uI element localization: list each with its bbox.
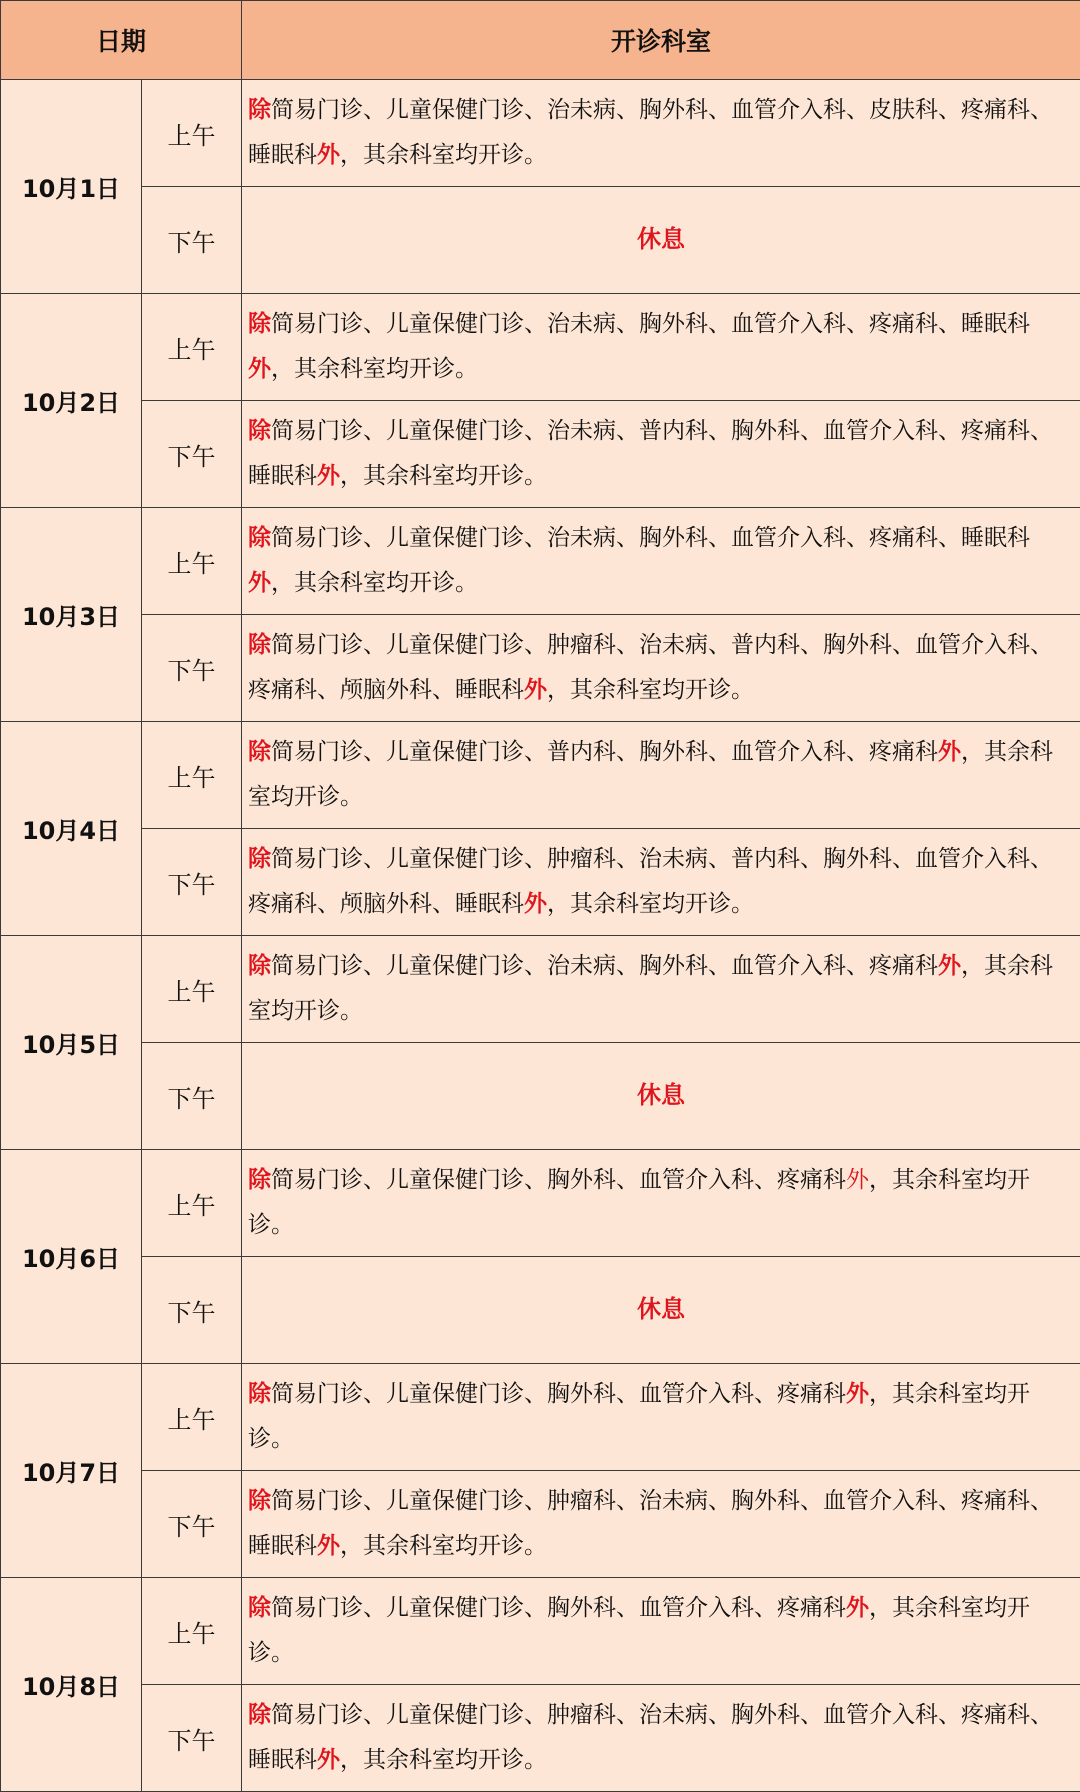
closed-dept-list: 简易门诊、儿童保健门诊、肿瘤科、治未病、胸外科、血管介入科、疼痛科、睡眠科	[248, 1702, 1053, 1773]
period-morning: 上午	[142, 1578, 242, 1685]
except-suffix: 外	[938, 739, 961, 765]
except-prefix: 除	[248, 525, 271, 551]
except-prefix: 除	[248, 1488, 271, 1514]
period-afternoon: 下午	[142, 187, 242, 294]
period-afternoon: 下午	[142, 1685, 242, 1792]
except-prefix: 除	[248, 632, 271, 658]
open-note: ，其余科室均开诊。	[248, 739, 1053, 810]
except-suffix: 外	[248, 356, 271, 382]
dept-cell	[242, 722, 1080, 829]
open-note: ，其余科室均开诊。	[248, 953, 1053, 1024]
table-row	[1, 722, 1080, 829]
period-afternoon: 下午	[142, 401, 242, 508]
date-cell: 10月5日	[1, 936, 142, 1150]
except-prefix: 除	[248, 97, 271, 123]
except-suffix: 外	[846, 1595, 869, 1621]
except-suffix: 外	[317, 1533, 340, 1559]
date-cell: 10月6日	[1, 1150, 142, 1364]
period-afternoon: 下午	[142, 1043, 242, 1150]
closed-dept-list: 简易门诊、儿童保健门诊、治未病、胸外科、血管介入科、皮肤科、疼痛科、睡眠科	[248, 97, 1053, 168]
open-note: ，其余科室均开诊。	[340, 1533, 547, 1559]
except-suffix: 外	[317, 142, 340, 168]
except-prefix: 除	[248, 1595, 271, 1621]
period-morning: 上午	[142, 294, 242, 401]
rest-label: 休息	[637, 225, 685, 253]
dept-cell	[242, 1364, 1080, 1471]
period-morning: 上午	[142, 80, 242, 187]
except-suffix: 外	[524, 677, 547, 703]
except-suffix: 外	[248, 570, 271, 596]
dept-cell	[242, 615, 1080, 722]
except-prefix: 除	[248, 1702, 271, 1728]
open-note: ，其余科室均开诊。	[547, 677, 754, 703]
rest-cell	[242, 1257, 1080, 1364]
dept-cell	[242, 508, 1080, 615]
open-note: ，其余科室均开诊。	[248, 1381, 1030, 1452]
date-cell: 10月3日	[1, 508, 142, 722]
except-prefix: 除	[248, 846, 271, 872]
except-prefix: 除	[248, 953, 271, 979]
date-cell: 10月4日	[1, 722, 142, 936]
table-row	[1, 1364, 1080, 1471]
dept-cell	[242, 401, 1080, 508]
except-prefix: 除	[248, 311, 271, 337]
closed-dept-list: 简易门诊、儿童保健门诊、治未病、普内科、胸外科、血管介入科、疼痛科、睡眠科	[248, 418, 1053, 489]
table-row	[1, 294, 1080, 401]
open-note: ，其余科室均开诊。	[248, 1167, 1030, 1238]
open-note: ，其余科室均开诊。	[340, 142, 547, 168]
open-note: ，其余科室均开诊。	[271, 356, 478, 382]
dept-header: 开诊科室	[242, 1, 1080, 80]
except-prefix: 除	[248, 1381, 271, 1407]
closed-dept-list: 简易门诊、儿童保健门诊、治未病、胸外科、血管介入科、疼痛科	[271, 953, 938, 979]
dept-cell	[242, 829, 1080, 936]
schedule-body	[1, 80, 1080, 1792]
table-row	[1, 615, 1080, 722]
except-suffix: 外	[317, 1747, 340, 1773]
period-morning: 上午	[142, 722, 242, 829]
closed-dept-list: 简易门诊、儿童保健门诊、治未病、胸外科、血管介入科、疼痛科、睡眠科	[271, 525, 1030, 551]
except-prefix: 除	[248, 1167, 271, 1193]
date-cell: 10月7日	[1, 1364, 142, 1578]
open-note: ，其余科室均开诊。	[248, 1595, 1030, 1666]
except-suffix: 外	[846, 1381, 869, 1407]
table-row	[1, 1685, 1080, 1792]
closed-dept-list: 简易门诊、儿童保健门诊、胸外科、血管介入科、疼痛科	[271, 1167, 846, 1193]
table-row	[1, 1578, 1080, 1685]
table-row	[1, 80, 1080, 187]
dept-cell	[242, 1578, 1080, 1685]
table-row	[1, 1257, 1080, 1364]
table-row	[1, 508, 1080, 615]
period-afternoon: 下午	[142, 1471, 242, 1578]
except-suffix: 外	[938, 953, 961, 979]
date-cell: 10月1日	[1, 80, 142, 294]
table-row	[1, 829, 1080, 936]
closed-dept-list: 简易门诊、儿童保健门诊、胸外科、血管介入科、疼痛科	[271, 1595, 846, 1621]
table-row	[1, 1043, 1080, 1150]
table-row	[1, 1150, 1080, 1257]
closed-dept-list: 简易门诊、儿童保健门诊、肿瘤科、治未病、普内科、胸外科、血管介入科、疼痛科、颅脑外科、睡眠科	[248, 846, 1053, 917]
dept-cell	[242, 80, 1080, 187]
rest-cell	[242, 1043, 1080, 1150]
open-note: ，其余科室均开诊。	[340, 463, 547, 489]
period-morning: 上午	[142, 936, 242, 1043]
period-morning: 上午	[142, 508, 242, 615]
table-row	[1, 936, 1080, 1043]
table-row	[1, 401, 1080, 508]
open-note: ，其余科室均开诊。	[271, 570, 478, 596]
open-note: ，其余科室均开诊。	[340, 1747, 547, 1773]
closed-dept-list: 简易门诊、儿童保健门诊、肿瘤科、治未病、普内科、胸外科、血管介入科、疼痛科、颅脑外科、睡眠科	[248, 632, 1053, 703]
period-morning: 上午	[142, 1150, 242, 1257]
except-prefix: 除	[248, 418, 271, 444]
rest-label: 休息	[637, 1081, 685, 1109]
closed-dept-list: 简易门诊、儿童保健门诊、肿瘤科、治未病、胸外科、血管介入科、疼痛科、睡眠科	[248, 1488, 1053, 1559]
dept-cell	[242, 1685, 1080, 1792]
open-note: ，其余科室均开诊。	[547, 891, 754, 917]
table-row	[1, 187, 1080, 294]
except-suffix: 外	[317, 463, 340, 489]
dept-cell	[242, 1150, 1080, 1257]
date-header: 日期	[1, 1, 242, 80]
period-morning: 上午	[142, 1364, 242, 1471]
period-afternoon: 下午	[142, 1257, 242, 1364]
header-row	[1, 1, 1080, 80]
dept-cell	[242, 1471, 1080, 1578]
table-row	[1, 1471, 1080, 1578]
closed-dept-list: 简易门诊、儿童保健门诊、治未病、胸外科、血管介入科、疼痛科、睡眠科	[271, 311, 1030, 337]
date-cell: 10月2日	[1, 294, 142, 508]
period-afternoon: 下午	[142, 615, 242, 722]
except-prefix: 除	[248, 739, 271, 765]
rest-label: 休息	[637, 1295, 685, 1323]
except-suffix: 外	[846, 1167, 869, 1193]
rest-cell	[242, 187, 1080, 294]
dept-cell	[242, 294, 1080, 401]
except-suffix: 外	[524, 891, 547, 917]
closed-dept-list: 简易门诊、儿童保健门诊、胸外科、血管介入科、疼痛科	[271, 1381, 846, 1407]
closed-dept-list: 简易门诊、儿童保健门诊、普内科、胸外科、血管介入科、疼痛科	[271, 739, 938, 765]
period-afternoon: 下午	[142, 829, 242, 936]
dept-cell	[242, 936, 1080, 1043]
date-cell: 10月8日	[1, 1578, 142, 1792]
